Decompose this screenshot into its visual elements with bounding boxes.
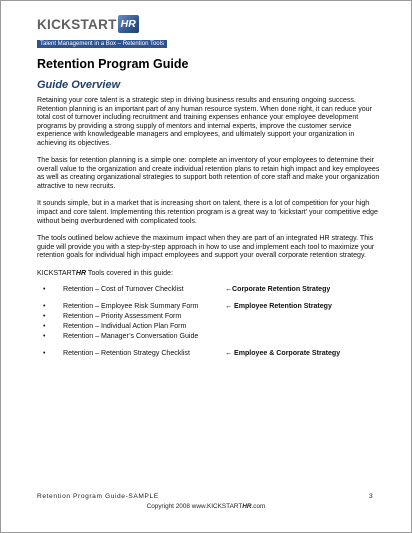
bullet: • bbox=[43, 323, 46, 331]
tool-name: Retention – Individual Action Plan Form bbox=[63, 323, 187, 331]
list-item bbox=[37, 285, 382, 295]
section-heading: Guide Overview bbox=[37, 79, 121, 91]
tool-name: Retention – Cost of Turnover Checklist bbox=[63, 286, 184, 294]
document-body bbox=[37, 97, 382, 359]
page-number: 3 bbox=[369, 493, 373, 500]
bullet: • bbox=[43, 333, 46, 341]
strategy-label: ← Employee Retention Strategy bbox=[225, 303, 332, 311]
paragraph: The tools outlined below achieve the maximum impact when they are part of an integrated HR strategy. This guide will provide you with a step-by-step approach in how to use and implement each tool to maximize your retention goals for individual high impact employees and support your overall corporate retention strategy. bbox=[37, 235, 375, 260]
bullet: • bbox=[43, 350, 46, 358]
paragraph: Retaining your core talent is a strategic step in driving business results and ensuring ongoing success. Retention planning is an important part of any human resource system. When done right, it can reduce your total cost of turnover including recruitment and training expenses enhance your employee development programs by providing a strong supply of mentors and internal experts, improve the customer service experience with knowledgeable managers and employees, and ultimately support your organization in achieving its objectives. bbox=[37, 97, 372, 147]
paragraph: It sounds simple, but in a market that is increasing short on talent, there is a lot of competition for your high impact and core talent. Implementing this retention program is a great way to ‘kickstart’ your competitive edge without being overburdened with complicated tools. bbox=[37, 200, 378, 225]
copyright-suffix: .com bbox=[251, 503, 266, 510]
tools-intro-hr: HR bbox=[75, 269, 87, 277]
list-item bbox=[37, 312, 382, 322]
copyright bbox=[1, 503, 411, 510]
list-item bbox=[37, 332, 382, 342]
tools-intro-brand: KICKSTART bbox=[37, 269, 76, 277]
tools-intro bbox=[37, 270, 382, 279]
kickstart-hr-logo bbox=[37, 11, 167, 37]
page-title: Retention Program Guide bbox=[37, 57, 189, 71]
strategy-label: ←Corporate Retention Strategy bbox=[225, 286, 331, 294]
bullet: • bbox=[43, 286, 46, 294]
copyright-hr: HR bbox=[242, 503, 252, 510]
strategy-label: ← Employee & Corporate Strategy bbox=[225, 350, 341, 358]
tool-name: Retention – Retention Strategy Checklist bbox=[63, 350, 190, 358]
list-item bbox=[37, 302, 382, 312]
bullet: • bbox=[43, 313, 46, 321]
paragraph: The basis for retention planning is a simple one: complete an inventory of your employees to determine their overall value to the organization and create individual retention plans to retain high impact and key employees as well as creating organizational strategies to support both retention of core staff and make your organization attractive to new recruits. bbox=[37, 157, 380, 190]
tool-name: Retention – Priority Assessment Form bbox=[63, 313, 182, 321]
copyright-prefix: Copyright 2008 www.KICKSTART bbox=[146, 503, 243, 510]
logo-hr-badge: HR bbox=[118, 15, 139, 33]
tool-name: Retention – Employee Risk Summary Form bbox=[63, 303, 199, 311]
tagline: Talent Management in a Box – Retention Tools bbox=[37, 40, 167, 48]
footer-label: Retention Program Guide-SAMPLE bbox=[37, 493, 159, 500]
header bbox=[37, 11, 167, 48]
bullet: • bbox=[43, 303, 46, 311]
list-item bbox=[37, 349, 382, 359]
tools-intro-text: Tools covered in this guide: bbox=[86, 269, 173, 277]
list-item bbox=[37, 322, 382, 332]
tools-list bbox=[37, 285, 382, 359]
logo-text: KICKSTART bbox=[37, 16, 117, 32]
tool-name: Retention – Manager’s Conversation Guide bbox=[63, 333, 199, 341]
